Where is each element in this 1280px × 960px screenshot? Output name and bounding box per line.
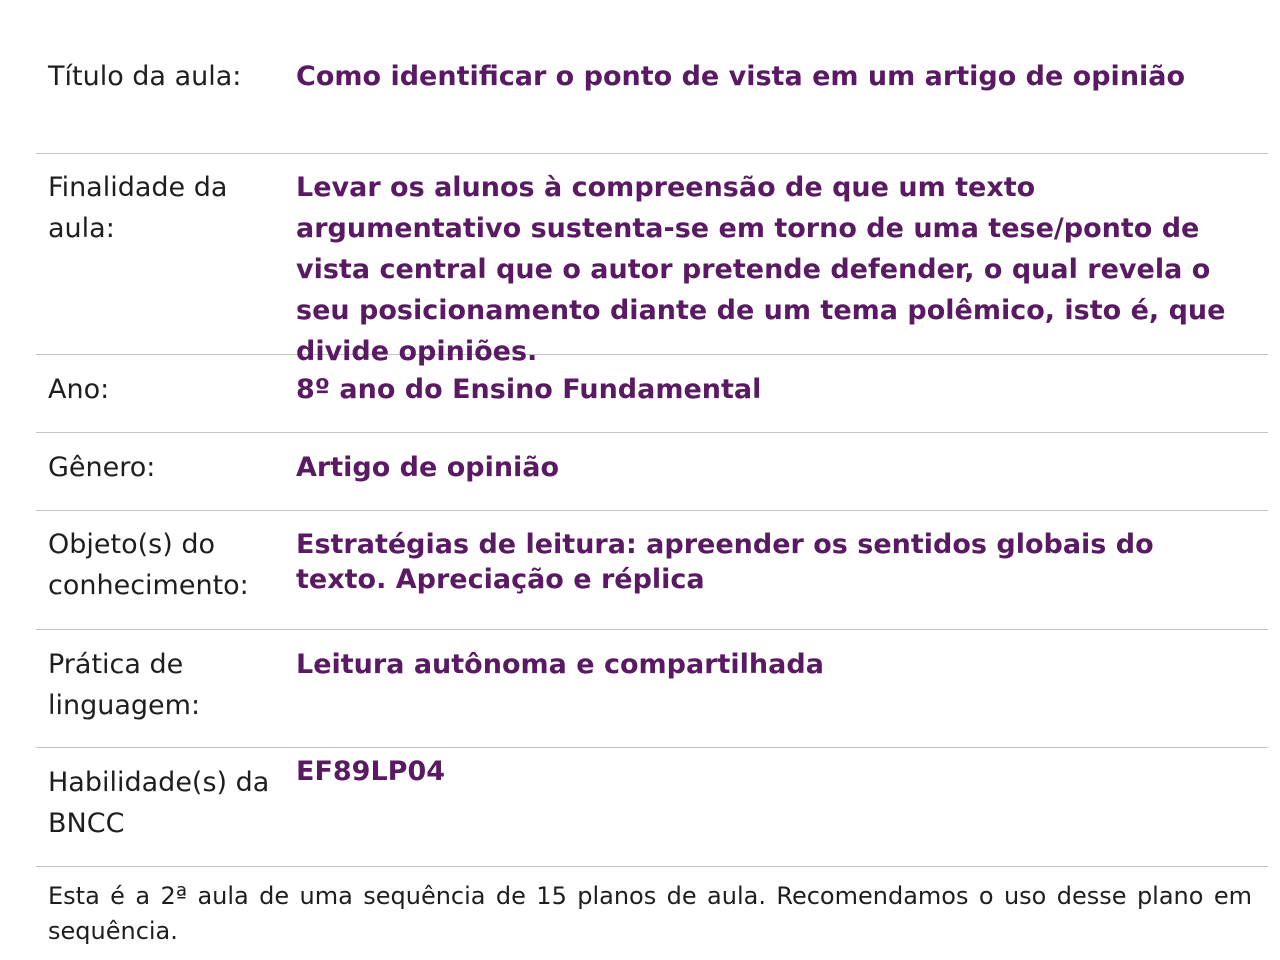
row-bncc-skills <box>36 748 1268 867</box>
genre-value: Artigo de opinião <box>296 452 560 483</box>
school-year-label: Ano: <box>48 374 110 405</box>
row-language-practice <box>36 630 1268 748</box>
lesson-goal-label: Finalidade da aula: <box>48 172 228 244</box>
genre-label: Gênero: <box>48 452 156 483</box>
lesson-title-value: Como identificar o ponto de vista em um artigo de opinião <box>296 61 1186 92</box>
knowledge-objects-label: Objeto(s) do conhecimento: <box>48 529 249 601</box>
row-knowledge-objects <box>36 511 1268 630</box>
sequence-note: Esta é a 2ª aula de uma sequência de 15 planos de aula. Recomendamos o uso desse plano em sequência. <box>48 882 1252 945</box>
bncc-skills-value: EF89LP04 <box>296 756 446 787</box>
row-lesson-title <box>36 0 1268 154</box>
language-practice-value: Leitura autônoma e compartilhada <box>296 649 824 680</box>
row-lesson-goal <box>36 154 1268 367</box>
lesson-goal-value: Levar os alunos à compreensão de que um texto argumentativo sustenta-se em torno de uma tese/ponto de vista central que o autor pretende defender, o qual revela o seu posicionamento diante de um tema polêmico, isto é, que divide opiniões. <box>296 172 1226 367</box>
row-genre <box>36 433 1268 511</box>
lesson-plan-table <box>36 0 1268 949</box>
language-practice-label: Prática de linguagem: <box>48 649 201 721</box>
row-school-year <box>36 355 1268 433</box>
school-year-value: 8º ano do Ensino Fundamental <box>296 374 762 405</box>
knowledge-objects-value: Estratégias de leitura: apreender os sentidos globais do texto. Apreciação e réplica <box>296 529 1154 595</box>
lesson-title-label: Título da aula: <box>48 61 242 92</box>
bncc-skills-label: Habilidade(s) da BNCC <box>48 767 270 839</box>
